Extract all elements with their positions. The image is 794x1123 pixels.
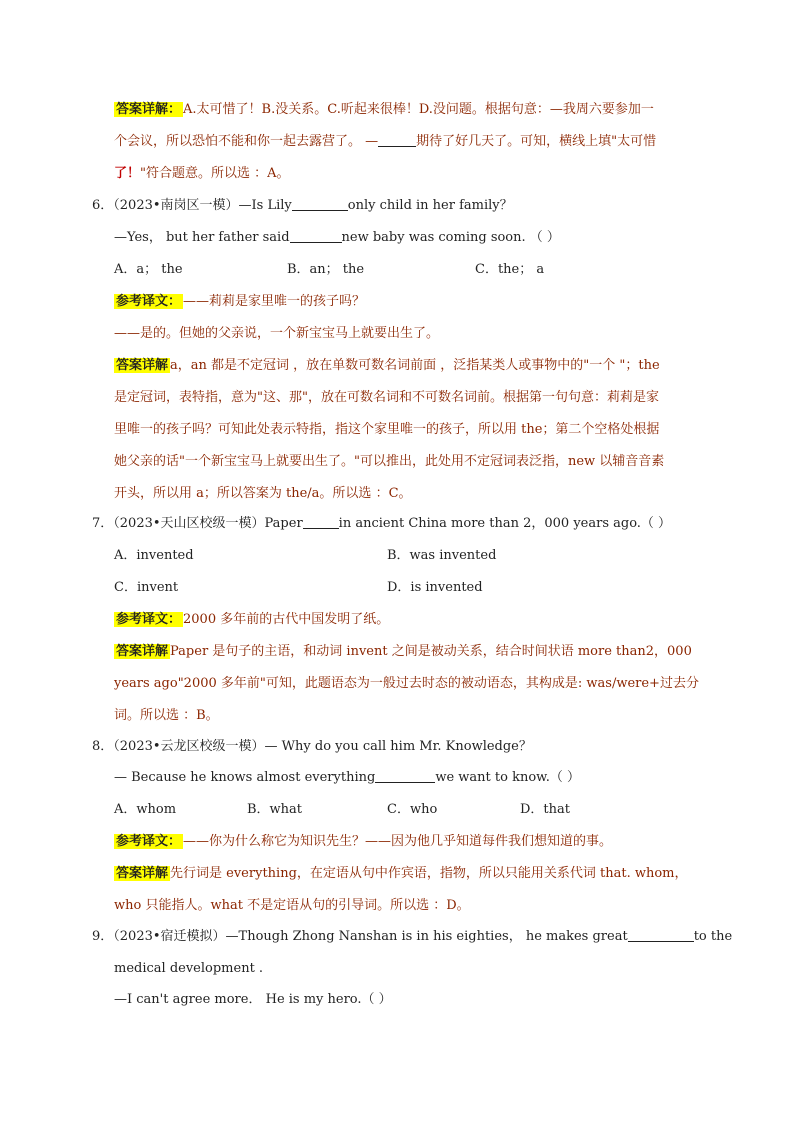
q7-stem: 7．（2023•天山区校级一模）Paper in ancient China more than 2，000 years ago.（ ） xyxy=(92,516,672,531)
q8-translation: 参考译文： ——你为什么称它为知识先生？——因为他几乎知道每件我们想知道的事。 xyxy=(116,834,613,849)
q5-answer-line-3: 了！"符合题意。所以选 ：A。 xyxy=(114,166,290,181)
option-a[interactable]: A．invented xyxy=(114,548,194,563)
q8-stem-line-2: — Because he knows almost everything we want to know.（ ） xyxy=(114,770,580,785)
q6-answer-line-2: 是定冠词，表特指，意为"这、那"，放在可数名词和不可数名词前。根据第一句句意：莉莉是家 xyxy=(114,390,659,405)
q9-stem: 9．（2023•宿迁模拟）—Though Zhong Nanshan is in his eighties， he makes great to the xyxy=(92,929,733,944)
option-d[interactable]: D．is invented xyxy=(387,580,483,595)
answer-label: 答案详解 xyxy=(116,644,169,659)
q8-stem: 8．（2023•云龙区校级一模）— Why do you call him Mr. Knowledge？ xyxy=(92,739,532,754)
blank xyxy=(290,229,342,243)
q9-stem-line-2: medical development . xyxy=(114,961,264,976)
translation-label: 参考译文： xyxy=(116,834,182,849)
blank xyxy=(628,928,694,942)
q6-translation-1: 参考译文： ——莉莉是家里唯一的孩子吗？ xyxy=(116,294,366,309)
q9-stem-line-3: —I can't agree more． He is my hero.（ ） xyxy=(114,992,392,1007)
blank xyxy=(378,133,416,147)
option-c[interactable]: C．the； a xyxy=(475,262,545,277)
option-d[interactable]: D．that xyxy=(520,802,570,817)
answer-label: 答案详解 xyxy=(116,358,169,373)
answer-label: 答案详解： xyxy=(116,102,182,117)
q6-stem-line-2: —Yes， but her father said new baby was coming soon. （ ） xyxy=(114,230,560,245)
option-c[interactable]: C．who xyxy=(387,802,438,817)
q6-stem: 6．（2023•南岗区一模）—Is Lily only child in her family？ xyxy=(92,198,513,213)
option-b[interactable]: B．was invented xyxy=(387,548,497,563)
translation-label: 参考译文： xyxy=(116,612,182,627)
blank xyxy=(303,515,339,529)
q8-answer-line-2: who 只能指人。what 不是定语从句的引导词。所以选 ：D。 xyxy=(114,898,470,913)
q6-answer-line-1: 答案详解 a，an 都是不定冠词 ，放在单数可数名词前面 ，泛指某类人或事物中的"一个 "；the xyxy=(116,358,660,373)
q7-options-row-1 xyxy=(0,546,794,566)
q7-answer-line-1: 答案详解 Paper 是句子的主语，和动词 invent 之间是被动关系，结合时间状语 more than2，000 xyxy=(116,644,692,659)
translation-label: 参考译文： xyxy=(116,294,182,309)
q6-answer-line-4: 她父亲的话"一个新宝宝马上就要出生了。"可以推出，此处用不定冠词表泛指，new 以辅音音素 xyxy=(114,454,665,469)
answer-label: 答案详解 xyxy=(116,866,169,881)
blank xyxy=(292,197,348,211)
q7-answer-line-2: years ago"2000 多年前"可知，此题语态为一般过去时态的被动语态，其构成是: was/were+过去分 xyxy=(114,676,699,691)
q6-translation-2: ——是的。但她的父亲说，一个新宝宝马上就要出生了。 xyxy=(114,326,440,341)
q5-answer-line-1: 答案详解： A.太可惜了！B.没关系。C.听起来很棒！D.没问题。根据句意：—我周六要参加一 xyxy=(116,102,654,117)
q7-translation: 参考译文： 2000 多年前的古代中国发明了纸。 xyxy=(116,612,390,627)
option-a[interactable]: A．a； the xyxy=(114,262,183,277)
q6-answer-line-5: 开头，所以用 a；所以答案为 the/a。所以选 ：C。 xyxy=(114,486,412,501)
q7-answer-line-3: 词。所以选 ：B。 xyxy=(114,708,219,723)
q7-options-row-2 xyxy=(0,578,794,598)
option-b[interactable]: B．an； the xyxy=(287,262,365,277)
q5-answer-line-2: 个会议，所以恐怕不能和你一起去露营了。 — 期待了好几天了。可知，横线上填"太可惜 xyxy=(114,134,657,149)
q6-options xyxy=(0,260,794,280)
q8-answer-line-1: 答案详解 先行词是 everything，在定语从句中作宾语，指物，所以只能用关系代词 that. whom， xyxy=(116,866,688,881)
q8-options xyxy=(0,800,794,820)
option-a[interactable]: A．whom xyxy=(114,802,177,817)
option-b[interactable]: B．what xyxy=(247,802,303,817)
q6-answer-line-3: 里唯一的孩子吗？可知此处表示特指，指这个家里唯一的孩子，所以用 the；第二个空格处根据 xyxy=(114,422,660,437)
blank xyxy=(375,769,435,783)
option-c[interactable]: C．invent xyxy=(114,580,179,595)
